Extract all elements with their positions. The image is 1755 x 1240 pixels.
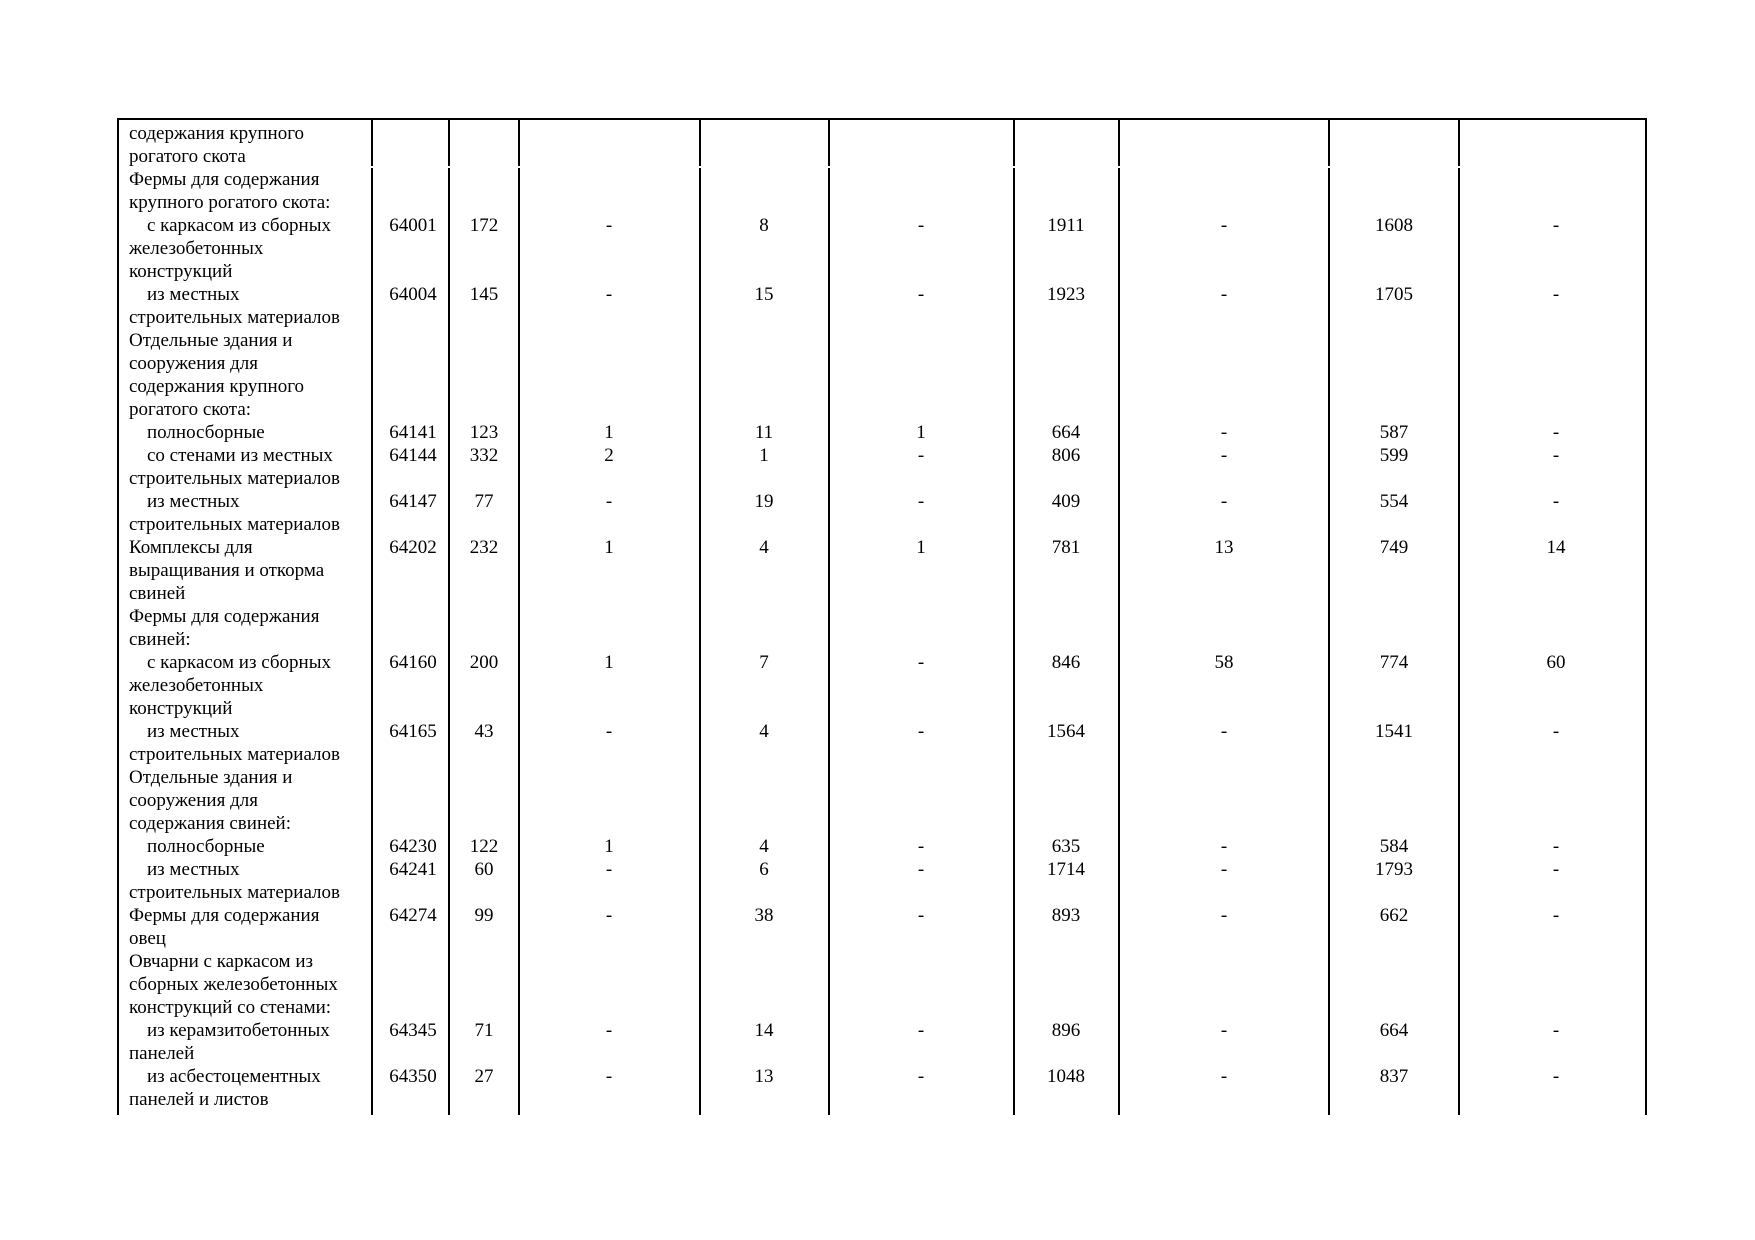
table-cell: 662 — [1379, 905, 1409, 926]
row-label: конструкций — [129, 261, 233, 282]
table-cell: 99 — [474, 905, 494, 926]
row-label: овец — [129, 928, 166, 949]
table-cell: 64274 — [389, 905, 437, 926]
table-cell: 64350 — [389, 1066, 437, 1087]
table-cell: 15 — [754, 284, 774, 305]
table-cell: 38 — [754, 905, 774, 926]
table-cell: - — [1220, 905, 1228, 926]
table-cell: - — [605, 1020, 613, 1041]
table-cell: - — [1552, 1066, 1560, 1087]
row-label: сборных железобетонных — [129, 974, 338, 995]
table-cell: 781 — [1051, 537, 1081, 558]
table-cell: 1 — [759, 445, 769, 466]
table-cell: 2 — [604, 445, 614, 466]
table-cell: - — [1552, 215, 1560, 236]
table-cell: - — [917, 859, 925, 880]
table-cell: 1714 — [1047, 859, 1085, 880]
row-label: с каркасом из сборных — [147, 215, 331, 236]
table-cell: 232 — [469, 537, 499, 558]
table-cell: 1 — [604, 836, 614, 857]
table-row — [119, 605, 1645, 651]
table-cell: 200 — [469, 652, 499, 673]
table-cell: 8 — [759, 215, 769, 236]
table-cell: - — [1220, 491, 1228, 512]
table-cell: 64230 — [389, 836, 437, 857]
table-cell: 145 — [469, 284, 499, 305]
table-cell: 664 — [1379, 1020, 1409, 1041]
row-label: Отдельные здания и — [129, 330, 293, 351]
row-label: из местных — [147, 284, 240, 305]
table-cell: - — [917, 491, 925, 512]
row-label: содержания крупного — [129, 376, 305, 397]
table-cell: - — [917, 445, 925, 466]
table-cell: 4 — [759, 537, 769, 558]
row-label: Комплексы для — [129, 537, 253, 558]
table-cell: 1608 — [1375, 215, 1413, 236]
row-label: строительных материалов — [129, 514, 340, 535]
row-label: конструкций со стенами: — [129, 997, 332, 1018]
table-cell: 64202 — [389, 537, 437, 558]
row-label: сооружения для — [129, 353, 258, 374]
table-cell: 60 — [1546, 652, 1566, 673]
table-row — [119, 122, 1645, 168]
row-label: строительных материалов — [129, 744, 340, 765]
table-cell: - — [917, 905, 925, 926]
table-cell: 1048 — [1047, 1066, 1085, 1087]
table-cell: 635 — [1051, 836, 1081, 857]
table-cell: - — [1220, 836, 1228, 857]
row-label: содержания свиней: — [129, 813, 291, 834]
table-cell: 1923 — [1047, 284, 1085, 305]
table-cell: 846 — [1051, 652, 1081, 673]
table-cell: - — [605, 215, 613, 236]
table-cell: 64160 — [389, 652, 437, 673]
table-row — [119, 651, 1645, 720]
table-cell: 64241 — [389, 859, 437, 880]
row-label: из местных — [147, 721, 240, 742]
table-cell: 122 — [469, 836, 499, 857]
table-cell: 43 — [474, 721, 494, 742]
row-label: Фермы для содержания — [129, 905, 320, 926]
row-label: со стенами из местных — [147, 445, 333, 466]
row-label: из местных — [147, 859, 240, 880]
table-row — [119, 1019, 1645, 1065]
table-row — [119, 766, 1645, 835]
table-cell: 1793 — [1375, 859, 1413, 880]
row-label: Фермы для содержания — [129, 606, 320, 627]
table-cell: 6 — [759, 859, 769, 880]
table-row — [119, 444, 1645, 490]
table-cell: 64001 — [389, 215, 437, 236]
table-cell: 896 — [1051, 1020, 1081, 1041]
row-label: строительных материалов — [129, 468, 340, 489]
table-cell: - — [917, 721, 925, 742]
row-label: из асбестоцементных — [147, 1066, 321, 1087]
table-cell: 1 — [916, 537, 926, 558]
table-cell: 1564 — [1047, 721, 1085, 742]
table-cell: 1911 — [1047, 215, 1085, 236]
table-cell: - — [1220, 284, 1228, 305]
table-cell: 599 — [1379, 445, 1409, 466]
table-row — [119, 168, 1645, 214]
table-cell: 664 — [1051, 422, 1081, 443]
table-cell: - — [1552, 1020, 1560, 1041]
table-cell: - — [1220, 445, 1228, 466]
row-label: панелей и листов — [129, 1089, 269, 1110]
table-cell: 409 — [1051, 491, 1081, 512]
table-row — [119, 536, 1645, 605]
table-cell: - — [1552, 284, 1560, 305]
table-row — [119, 950, 1645, 1019]
table-cell: 774 — [1379, 652, 1409, 673]
table-row — [119, 858, 1645, 904]
table-cell: - — [605, 721, 613, 742]
table-cell: 1 — [604, 652, 614, 673]
table-cell: - — [1552, 445, 1560, 466]
table-cell: - — [605, 284, 613, 305]
row-label: крупного рогатого скота: — [129, 192, 331, 213]
table-cell: - — [1552, 721, 1560, 742]
row-label: железобетонных — [129, 675, 264, 696]
row-label: конструкций — [129, 698, 233, 719]
table-cell: 172 — [469, 215, 499, 236]
table-cell: 1 — [604, 537, 614, 558]
table-cell: - — [917, 652, 925, 673]
table-cell: 60 — [474, 859, 494, 880]
row-label: полносборные — [147, 422, 265, 443]
table-cell: 14 — [1546, 537, 1566, 558]
table-cell: 893 — [1051, 905, 1081, 926]
row-label: из местных — [147, 491, 240, 512]
table-cell: - — [917, 1020, 925, 1041]
row-label: сооружения для — [129, 790, 258, 811]
table-row — [119, 720, 1645, 766]
row-label: рогатого скота: — [129, 399, 252, 420]
row-label: железобетонных — [129, 238, 264, 259]
table-cell: - — [1220, 422, 1228, 443]
table-cell: - — [1552, 422, 1560, 443]
table-cell: 64144 — [389, 445, 437, 466]
table-cell: - — [1552, 491, 1560, 512]
table-cell: 554 — [1379, 491, 1409, 512]
table-cell: - — [917, 284, 925, 305]
table-cell: 14 — [754, 1020, 774, 1041]
table-cell: - — [1220, 721, 1228, 742]
table-cell: - — [605, 1066, 613, 1087]
table-cell: 587 — [1379, 422, 1409, 443]
table-cell: - — [1220, 1066, 1228, 1087]
row-label: Отдельные здания и — [129, 767, 293, 788]
row-label: с каркасом из сборных — [147, 652, 331, 673]
table-cell: 1 — [916, 422, 926, 443]
table-cell: 64004 — [389, 284, 437, 305]
table-cell: 4 — [759, 836, 769, 857]
table-cell: 64141 — [389, 422, 437, 443]
table-cell: 806 — [1051, 445, 1081, 466]
table-row — [119, 214, 1645, 283]
table-cell: 123 — [469, 422, 499, 443]
row-label: выращивания и откорма — [129, 560, 325, 581]
table-row — [119, 835, 1645, 858]
row-label: свиней — [129, 583, 186, 604]
table-cell: - — [917, 836, 925, 857]
table-cell: - — [1552, 836, 1560, 857]
row-label: Фермы для содержания — [129, 169, 320, 190]
table-row — [119, 1065, 1645, 1111]
table-cell: - — [1220, 1020, 1228, 1041]
table-cell: - — [917, 1066, 925, 1087]
table-cell: - — [1552, 905, 1560, 926]
table-cell: - — [605, 491, 613, 512]
table-cell: 4 — [759, 721, 769, 742]
table-cell: 27 — [474, 1066, 494, 1087]
table-cell: 584 — [1379, 836, 1409, 857]
table-cell: 13 — [754, 1066, 774, 1087]
row-label: полносборные — [147, 836, 265, 857]
row-label: строительных материалов — [129, 882, 340, 903]
row-label: свиней: — [129, 629, 191, 650]
table-cell: 64147 — [389, 491, 437, 512]
table-cell: - — [1220, 215, 1228, 236]
table-row — [119, 329, 1645, 421]
table-cell: 332 — [469, 445, 499, 466]
table-cell: 1541 — [1375, 721, 1413, 742]
table-cell: 837 — [1379, 1066, 1409, 1087]
table-cell: - — [917, 215, 925, 236]
table-row — [119, 904, 1645, 950]
row-label: из керамзитобетонных — [147, 1020, 330, 1041]
table-cell: 11 — [754, 422, 774, 443]
row-label: строительных материалов — [129, 307, 340, 328]
row-label: содержания крупного — [129, 123, 305, 144]
table-cell: - — [605, 905, 613, 926]
table-cell: 749 — [1379, 537, 1409, 558]
table-cell: 7 — [759, 652, 769, 673]
row-label: Овчарни с каркасом из — [129, 951, 313, 972]
table-row — [119, 421, 1645, 444]
table-cell: 1705 — [1375, 284, 1413, 305]
row-label: рогатого скота — [129, 146, 246, 167]
table-row — [119, 283, 1645, 329]
table-cell: 64345 — [389, 1020, 437, 1041]
table-cell: 77 — [474, 491, 494, 512]
table-cell: - — [1220, 859, 1228, 880]
table-cell: 64165 — [389, 721, 437, 742]
table-cell: 19 — [754, 491, 774, 512]
table-cell: 58 — [1214, 652, 1234, 673]
table-cell: 1 — [604, 422, 614, 443]
table-cell: - — [1552, 859, 1560, 880]
table-cell: - — [605, 859, 613, 880]
table-cell: 13 — [1214, 537, 1234, 558]
data-table — [117, 118, 1647, 1115]
table-row — [119, 490, 1645, 536]
table-cell: 71 — [474, 1020, 494, 1041]
row-label: панелей — [129, 1043, 195, 1064]
